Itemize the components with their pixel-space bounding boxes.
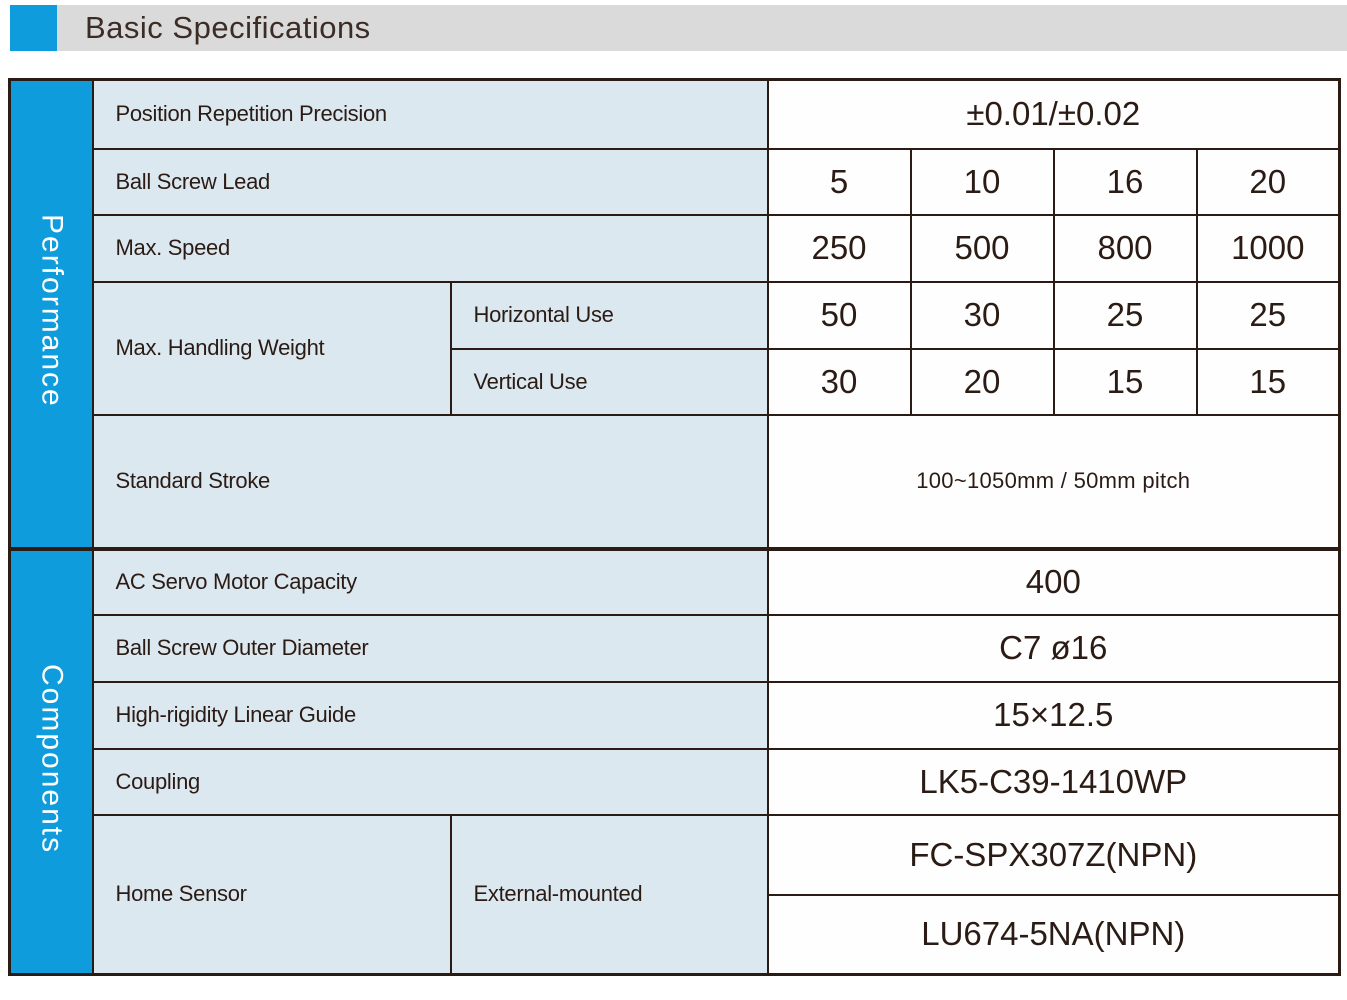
value-max-speed-4: 1000 — [1197, 215, 1340, 282]
value-max-speed-2: 500 — [911, 215, 1054, 282]
row-max-handling-weight-horizontal — [10, 282, 1340, 349]
value-ball-screw-outer-diameter: C7 ø16 — [768, 615, 1340, 682]
row-label-ac-servo-motor-capacity: AC Servo Motor Capacity — [93, 549, 768, 615]
row-label-home-sensor: Home Sensor — [93, 815, 451, 975]
section-header-components — [10, 549, 93, 975]
value-ball-screw-lead-1: 5 — [768, 149, 911, 215]
row-label-external-mounted: External-mounted — [451, 815, 768, 975]
value-coupling: LK5-C39-1410WP — [768, 749, 1340, 815]
row-high-rigidity-linear-guide — [10, 682, 1340, 749]
section-label-components: Components — [35, 664, 69, 855]
row-label-standard-stroke: Standard Stroke — [93, 415, 768, 549]
value-vertical-use-2: 20 — [911, 349, 1054, 415]
row-coupling — [10, 749, 1340, 815]
value-ac-servo-motor-capacity: 400 — [768, 549, 1340, 615]
value-horizontal-use-1: 50 — [768, 282, 911, 349]
row-ball-screw-lead — [10, 149, 1340, 215]
value-home-sensor-2: LU674-5NA(NPN) — [768, 895, 1340, 975]
title-bar — [0, 5, 1347, 51]
row-label-horizontal-use: Horizontal Use — [451, 282, 768, 349]
value-vertical-use-4: 15 — [1197, 349, 1340, 415]
row-label-max-handling-weight: Max. Handling Weight — [93, 282, 451, 415]
row-label-high-rigidity-linear-guide: High-rigidity Linear Guide — [93, 682, 768, 749]
row-max-speed — [10, 215, 1340, 282]
value-vertical-use-3: 15 — [1054, 349, 1197, 415]
value-horizontal-use-4: 25 — [1197, 282, 1340, 349]
row-label-coupling: Coupling — [93, 749, 768, 815]
value-max-speed-3: 800 — [1054, 215, 1197, 282]
row-label-ball-screw-lead: Ball Screw Lead — [93, 149, 768, 215]
value-max-speed-1: 250 — [768, 215, 911, 282]
row-label-ball-screw-outer-diameter: Ball Screw Outer Diameter — [93, 615, 768, 682]
value-ball-screw-lead-2: 10 — [911, 149, 1054, 215]
value-standard-stroke: 100~1050mm / 50mm pitch — [768, 415, 1340, 549]
title-accent-square — [10, 5, 57, 51]
specifications-table — [8, 78, 1341, 976]
row-ball-screw-outer-diameter — [10, 615, 1340, 682]
title-strip — [57, 5, 1347, 51]
value-ball-screw-lead-3: 16 — [1054, 149, 1197, 215]
row-home-sensor-1 — [10, 815, 1340, 895]
row-label-vertical-use: Vertical Use — [451, 349, 768, 415]
page-title: Basic Specifications — [85, 10, 371, 45]
value-high-rigidity-linear-guide: 15×12.5 — [768, 682, 1340, 749]
section-header-performance — [10, 80, 93, 549]
row-standard-stroke — [10, 415, 1340, 549]
row-ac-servo-motor-capacity — [10, 549, 1340, 615]
value-horizontal-use-2: 30 — [911, 282, 1054, 349]
row-position-repetition-precision — [10, 80, 1340, 149]
value-vertical-use-1: 30 — [768, 349, 911, 415]
row-label-position-repetition-precision: Position Repetition Precision — [93, 80, 768, 149]
section-label-performance: Performance — [35, 214, 69, 409]
value-home-sensor-1: FC-SPX307Z(NPN) — [768, 815, 1340, 895]
row-label-max-speed: Max. Speed — [93, 215, 768, 282]
value-ball-screw-lead-4: 20 — [1197, 149, 1340, 215]
value-horizontal-use-3: 25 — [1054, 282, 1197, 349]
value-position-repetition-precision: ±0.01/±0.02 — [768, 80, 1340, 149]
